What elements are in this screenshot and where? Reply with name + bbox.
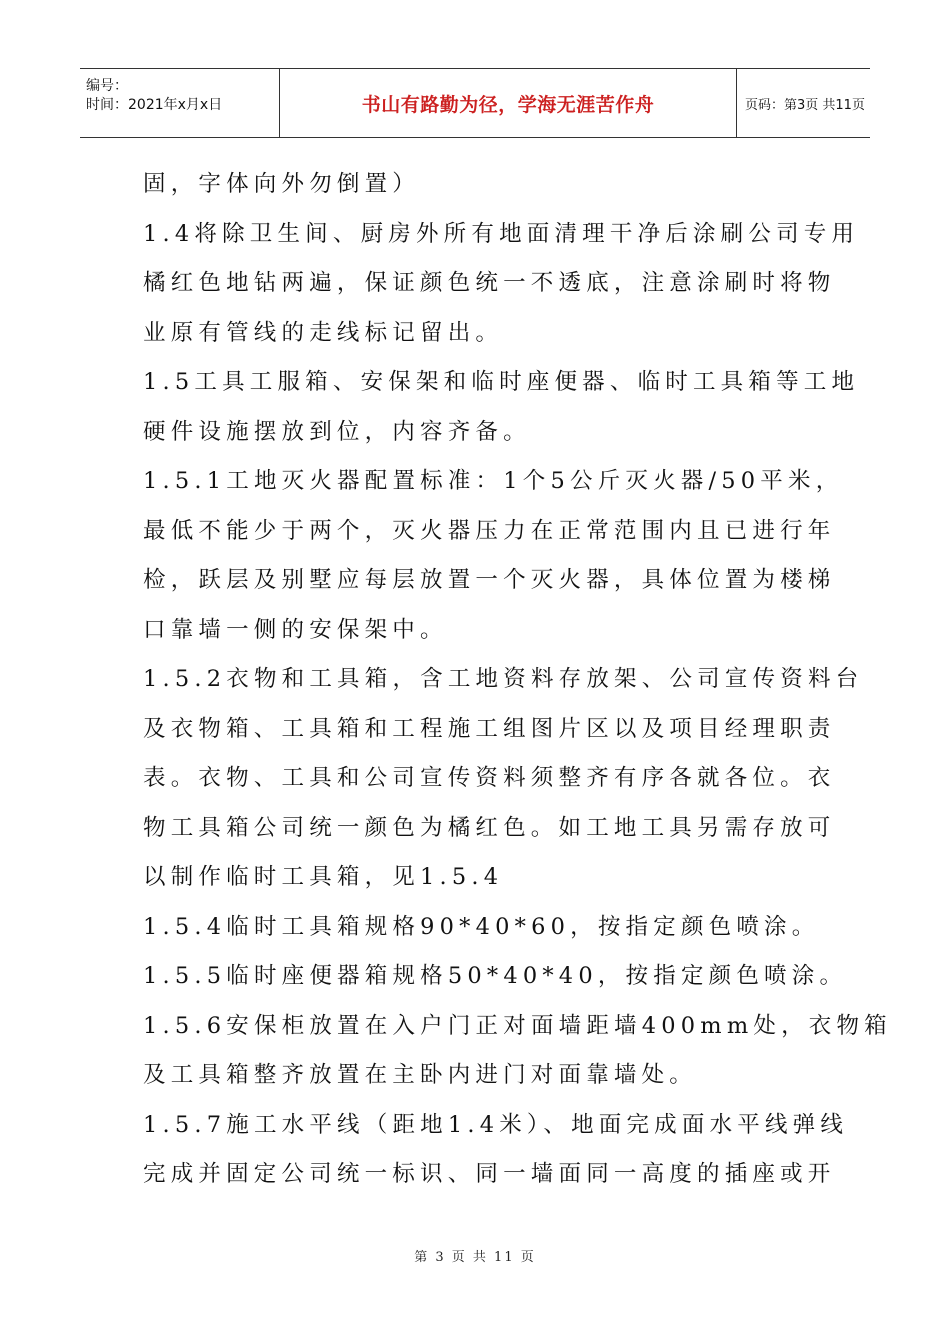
body-line: 及工具箱整齐放置在主卧内进门对面靠墙处。 (143, 1062, 698, 1088)
body-line: 固，字体向外勿倒置） (143, 171, 421, 197)
body-line: 以制作临时工具箱，见1.5.4 (143, 864, 504, 890)
body-line: 物工具箱公司统一颜色为橘红色。如工地工具另需存放可 (143, 814, 836, 841)
body-line: 1.5.6安保柜放置在入户门正对面墙距墙400mm处，衣物箱 (143, 1012, 892, 1039)
body-line: 1.5.7施工水平线（距地1.4米）、地面完成面水平线弹线 (143, 1111, 849, 1138)
header-motto: 书山有路勤为径，学海无涯苦作舟 (280, 69, 737, 137)
header-meta (80, 69, 280, 137)
document-number-label: 编号： (86, 78, 128, 94)
document-time-label: 时间：2021年x月x日 (86, 97, 223, 113)
document-body (143, 160, 892, 1200)
header-page-info: 页码：第3页 共11页 (745, 97, 865, 113)
page-footer: 第 3 页 共 11 页 (414, 1250, 536, 1265)
body-line: 业原有管线的走线标记留出。 (143, 319, 504, 346)
body-line: 硬件设施摆放到位，内容齐备。 (143, 418, 531, 445)
body-line: 橘红色地钻两遍，保证颜色统一不透底，注意涂刷时将物 (143, 270, 836, 296)
body-line: 1.5.5临时座便器箱规格50*40*40，按指定颜色喷涂。 (143, 963, 848, 989)
page-header (80, 68, 870, 138)
body-line: 1.5工具工服箱、安保架和临时座便器、临时工具箱等工地 (143, 369, 860, 395)
body-line: 完成并固定公司统一标识、同一墙面同一高度的插座或开 (143, 1161, 836, 1187)
body-line: 检，跃层及别墅应每层放置一个灭火器，具体位置为楼梯 (143, 567, 836, 593)
body-line: 表。衣物、工具和公司宣传资料须整齐有序各就各位。衣 (143, 765, 836, 791)
body-line: 1.5.2衣物和工具箱，含工地资料存放架、公司宣传资料台 (143, 666, 864, 692)
body-line: 及衣物箱、工具箱和工程施工组图片区以及项目经理职责 (143, 715, 836, 742)
body-line: 口靠墙一侧的安保架中。 (143, 616, 448, 643)
body-line: 最低不能少于两个，灭火器压力在正常范围内且已进行年 (143, 517, 836, 544)
body-line: 1.5.1工地灭火器配置标准：1个5公斤灭火器/50平米， (143, 468, 844, 494)
body-line: 1.5.4临时工具箱规格90*40*60，按指定颜色喷涂。 (143, 913, 820, 940)
body-line: 1.4将除卫生间、厨房外所有地面清理干净后涂刷公司专用 (143, 220, 860, 247)
